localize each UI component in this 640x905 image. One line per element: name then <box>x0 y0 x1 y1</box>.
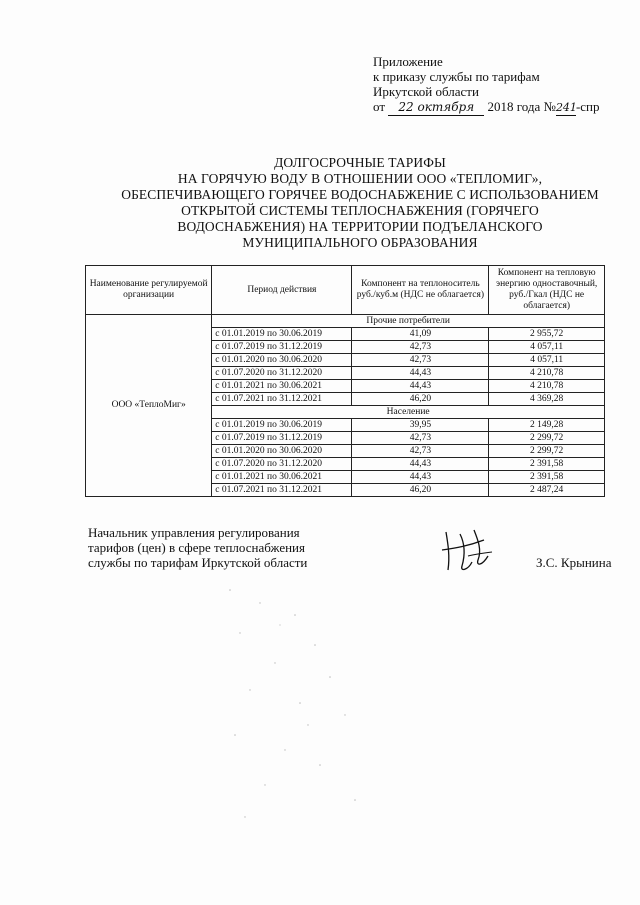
energy-value-cell: 2 391,58 <box>489 471 605 484</box>
title-line: НА ГОРЯЧУЮ ВОДУ В ОТНОШЕНИИ ООО «ТЕПЛОМИГ», <box>177 171 543 186</box>
energy-value-cell: 4 057,11 <box>489 341 605 354</box>
period-cell: с 01.07.2019 по 31.12.2019 <box>212 341 352 354</box>
coolant-value-cell: 39,95 <box>352 419 489 432</box>
coolant-value-cell: 41,09 <box>352 328 489 341</box>
energy-value-cell: 4 210,78 <box>489 367 605 380</box>
appendix-date-line <box>373 99 600 116</box>
period-cell: с 01.07.2020 по 31.12.2020 <box>212 458 352 471</box>
handwritten-date: 22 октября <box>388 100 484 116</box>
tariffs-table <box>85 265 605 497</box>
date-prefix: от <box>373 99 386 114</box>
energy-value-cell: 2 955,72 <box>489 328 605 341</box>
table-header-row <box>86 266 605 315</box>
date-suffix: 2018 года № <box>487 99 556 114</box>
coolant-value-cell: 42,73 <box>352 341 489 354</box>
coolant-value-cell: 44,43 <box>352 380 489 393</box>
appendix-block <box>373 54 600 116</box>
header-period: Период действия <box>212 266 352 315</box>
period-cell: с 01.07.2019 по 31.12.2019 <box>212 432 352 445</box>
coolant-value-cell: 46,20 <box>352 393 489 406</box>
energy-value-cell: 4 369,28 <box>489 393 605 406</box>
document-title <box>110 155 610 251</box>
handwritten-signature-icon <box>438 526 498 576</box>
period-cell: с 01.07.2021 по 31.12.2021 <box>212 393 352 406</box>
signature-position-line: тарифов (цен) в сфере теплоснабжения <box>88 540 305 555</box>
period-cell: с 01.01.2020 по 30.06.2020 <box>212 354 352 367</box>
handwritten-number: 241 <box>555 101 577 114</box>
coolant-value-cell: 46,20 <box>352 484 489 497</box>
header-org: Наименование регулируемой организации <box>86 266 212 315</box>
coolant-value-cell: 44,43 <box>352 367 489 380</box>
header-component-energy: Компонент на тепловую энергию одноставочный, руб./Гкал (НДС не облагается) <box>489 266 605 315</box>
coolant-value-cell: 42,73 <box>352 445 489 458</box>
energy-value-cell: 2 149,28 <box>489 419 605 432</box>
group-label: Население <box>212 406 605 419</box>
period-cell: с 01.01.2019 по 30.06.2019 <box>212 328 352 341</box>
title-line: ОБЕСПЕЧИВАЮЩЕГО ГОРЯЧЕЕ ВОДОСНАБЖЕНИЕ С ИСПОЛЬЗОВАНИЕМ <box>121 187 599 202</box>
period-cell: с 01.01.2019 по 30.06.2019 <box>212 419 352 432</box>
header-component-coolant: Компонент на теплоноситель руб./куб.м (НДС не облагается) <box>352 266 489 315</box>
period-cell: с 01.01.2020 по 30.06.2020 <box>212 445 352 458</box>
energy-value-cell: 2 299,72 <box>489 445 605 458</box>
title-line: МУНИЦИПАЛЬНОГО ОБРАЗОВАНИЯ <box>242 235 478 250</box>
title-line: ДОЛГОСРОЧНЫЕ ТАРИФЫ <box>274 155 446 170</box>
appendix-line-1: Приложение <box>373 54 443 69</box>
coolant-value-cell: 44,43 <box>352 458 489 471</box>
period-cell: с 01.01.2021 по 30.06.2021 <box>212 380 352 393</box>
coolant-value-cell: 42,73 <box>352 354 489 367</box>
org-name-cell: ООО «ТеплоМиг» <box>86 315 212 497</box>
scan-noise <box>220 585 370 825</box>
energy-value-cell: 4 210,78 <box>489 380 605 393</box>
energy-value-cell: 2 391,58 <box>489 458 605 471</box>
appendix-line-3: Иркутской области <box>373 84 479 99</box>
energy-value-cell: 2 299,72 <box>489 432 605 445</box>
number-suffix: -спр <box>575 99 600 114</box>
appendix-line-2: к приказу службы по тарифам <box>373 69 540 84</box>
signature-position-line: службы по тарифам Иркутской области <box>88 555 308 570</box>
title-line: ВОДОСНАБЖЕНИЯ) НА ТЕРРИТОРИИ ПОДЪЕЛАНСКОГО <box>177 219 543 234</box>
group-row <box>86 315 605 328</box>
energy-value-cell: 4 057,11 <box>489 354 605 367</box>
group-label: Прочие потребители <box>212 315 605 328</box>
period-cell: с 01.01.2021 по 30.06.2021 <box>212 471 352 484</box>
title-line: ОТКРЫТОЙ СИСТЕМЫ ТЕПЛОСНАБЖЕНИЯ (ГОРЯЧЕГО <box>181 203 539 218</box>
energy-value-cell: 2 487,24 <box>489 484 605 497</box>
signer-name: З.С. Крынина <box>536 555 612 570</box>
period-cell: с 01.07.2021 по 31.12.2021 <box>212 484 352 497</box>
coolant-value-cell: 42,73 <box>352 432 489 445</box>
period-cell: с 01.07.2020 по 31.12.2020 <box>212 367 352 380</box>
coolant-value-cell: 44,43 <box>352 471 489 484</box>
signature-position-line: Начальник управления регулирования <box>88 525 300 540</box>
signature-block <box>88 525 307 570</box>
